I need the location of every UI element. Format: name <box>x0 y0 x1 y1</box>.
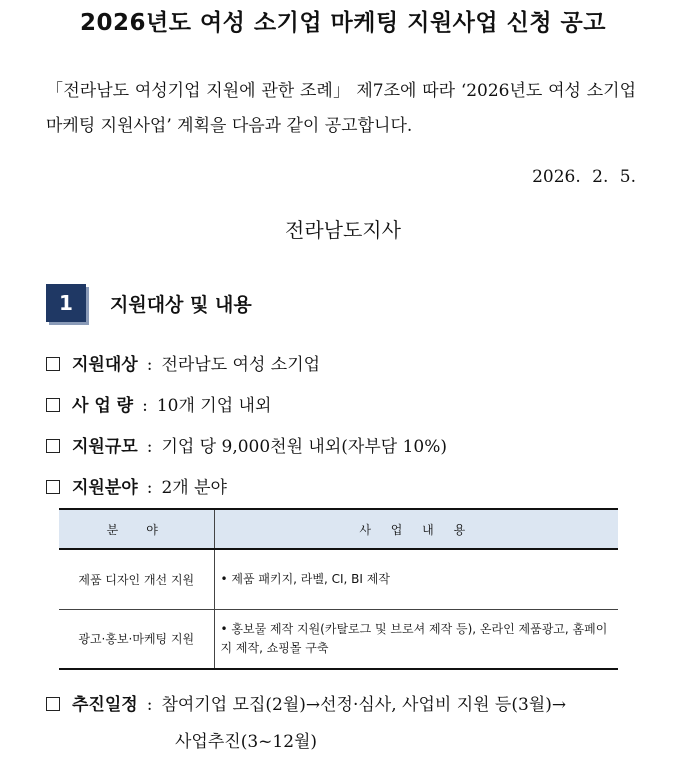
checkbox-square-icon <box>46 357 60 371</box>
colon: : <box>146 437 153 457</box>
table-row <box>59 549 618 609</box>
table-row <box>59 609 618 669</box>
intro-paragraph: 「전라남도 여성기업 지원에 관한 조례」 제7조에 따라 ‘2026년도 여성 소기업 마케팅 지원사업’ 계획을 다음과 같이 공고합니다. <box>46 81 636 136</box>
colon: : <box>142 396 148 416</box>
schedule-line-1: 참여기업 모집(2월)→선정·심사, 사업비 지원 등(3월)→ <box>161 695 567 715</box>
item-value: 2개 분야 <box>161 478 227 498</box>
row-field: 제품 디자인 개선 지원 <box>59 549 214 609</box>
checkbox-square-icon <box>46 398 60 412</box>
schedule-line-2: 사업추진(3~12월) <box>175 732 318 752</box>
item-value: 기업 당 9,000천원 내외(자부담 10%) <box>161 437 447 457</box>
item-label: 지원분야 <box>72 478 138 498</box>
header-content: 사 업 내 용 <box>214 509 618 549</box>
schedule-item <box>46 690 646 752</box>
item-label: 사 업 량 <box>72 396 134 416</box>
row-field: 광고·홍보·마케팅 지원 <box>59 609 214 669</box>
issuing-organization: 전라남도지사 <box>285 218 401 242</box>
table-header-row <box>59 509 618 549</box>
colon: : <box>146 478 153 498</box>
item-label: 지원규모 <box>72 437 138 457</box>
row-content: • 제품 패키지, 라벨, CI, BI 제작 <box>214 549 618 609</box>
row-content: • 홍보물 제작 지원(카탈로그 및 브로셔 제작 등), 온라인 제품광고, 홈페이지 제작, 쇼핑몰 구축 <box>214 609 618 669</box>
header-field: 분 야 <box>59 509 214 549</box>
checkbox-square-icon <box>46 439 60 453</box>
section-number-badge: 1 <box>46 284 86 322</box>
colon: : <box>146 695 153 715</box>
item-value: 10개 기업 내외 <box>156 396 272 416</box>
item-label: 지원대상 <box>72 355 138 375</box>
checkbox-square-icon <box>46 697 60 711</box>
colon: : <box>146 355 153 375</box>
item-value: 전라남도 여성 소기업 <box>161 355 321 375</box>
item-target <box>46 350 320 375</box>
section-title: 지원대상 및 내용 <box>110 294 252 316</box>
item-field <box>46 473 227 498</box>
support-field-table <box>59 508 618 670</box>
notice-date: 2026. 2. 5. <box>532 167 636 187</box>
schedule-label: 추진일정 <box>72 695 138 715</box>
checkbox-square-icon <box>46 480 60 494</box>
item-volume <box>46 391 271 416</box>
item-scale <box>46 432 447 457</box>
notice-title: 2026년도 여성 소기업 마케팅 지원사업 신청 공고 <box>80 10 606 36</box>
